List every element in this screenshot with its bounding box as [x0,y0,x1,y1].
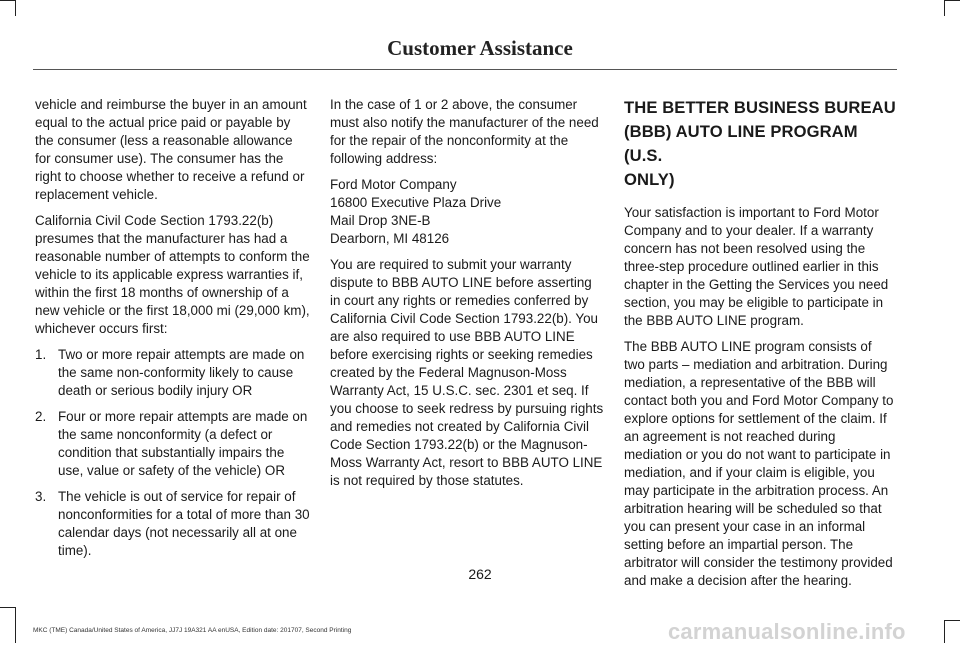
list-item-text: Four or more repair attempts are made on the same nonconformity (a defect or condition that substantially impairs the use, value or safety of the vehicle) OR [58,409,308,478]
crop-mark [15,0,16,16]
paragraph: California Civil Code Section 1793.22(b) presumes that the manufacturer has had a reasonable number of attempts to conform the vehicle to its applicable express warranties if, within the first 18 months of ownership of a new vehicle or the first 18,000 mi (29,000 km), whichever occurs first: [35,213,310,336]
paragraph: In the case of 1 or 2 above, the consumer must also notify the manufacturer of the need for the repair of the nonconformity at the following address: [330,97,599,166]
crop-mark [944,620,945,643]
paragraph: vehicle and reimburse the buyer in an amount equal to the actual price paid or payable by the consumer (less a reasonable allowance for consumer use). The consumer has the right to choose whether to receive a refund or replacement vehicle. [35,97,307,202]
numbered-list [35,346,310,560]
text-column-3 [624,96,896,598]
crop-mark [15,607,16,643]
list-item [35,346,310,400]
list-item-text: Two or more repair attempts are made on the same non-conformity likely to cause death or serious bodily injury OR [58,347,305,398]
header-divider [33,69,897,70]
footer-edition-info: MKC (TME) Canada/United States of America, JJ7J 19A321 AA enUSA, Edition date: 201707, Second Printing [33,627,352,634]
heading-line: ONLY) [624,170,675,189]
text-column-1 [35,96,310,568]
address-line: Dearborn, MI 48126 [330,231,450,246]
paragraph: You are required to submit your warranty dispute to BBB AUTO LINE before asserting in court any rights or remedies conferred by California Civil Code Section 1793.22(b). You are also required to use BBB AUTO LINE before exercising rights or seeking remedies created by the Federal Magnuson-Moss Warranty Act, 15 U.S.C. sec. 2301 et seq. If you choose to seek redress by pursuing rights and remedies not created by California Civil Code Section 1793.22(b) or the Magnuson-Moss Warranty Act, resort to BBB AUTO LINE is not required by those statutes. [330,257,604,488]
crop-mark [944,620,960,621]
crop-mark [0,0,16,1]
list-number: 1. [35,347,47,362]
text-column-2 [330,96,605,498]
address-line: Mail Drop 3NE-B [330,213,431,228]
crop-mark [944,0,945,16]
address-line: 16800 Executive Plaza Drive [330,195,502,210]
list-number: 2. [35,409,47,424]
address-line: Ford Motor Company [330,177,457,192]
heading-line: THE BETTER BUSINESS BUREAU [624,98,896,117]
page-number: 262 [468,566,492,582]
crop-mark [944,0,960,1]
mailing-address [330,176,605,248]
heading-line: (BBB) AUTO LINE PROGRAM (U.S. [624,122,858,165]
section-heading [624,96,896,192]
list-item [35,408,310,480]
paragraph: Your satisfaction is important to Ford Motor Company and to your dealer. If a warranty concern has not been resolved using the three-step procedure outlined earlier in this chapter in the Getting the Services you need section, you may be eligible to participate in the BBB AUTO LINE program. [624,205,889,328]
list-item-text: The vehicle is out of service for repair of nonconformities for a total of more than 30 calendar days (not necessarily all at one time). [58,489,310,558]
crop-mark [0,607,16,608]
watermark: carmanualsonline.info [668,619,906,644]
list-number: 3. [35,489,47,504]
list-item [35,488,310,560]
paragraph: The BBB AUTO LINE program consists of two parts – mediation and arbitration. During mediation, a representative of the BBB will contact both you and Ford Motor Company to explore options for settlement of the claim. If an agreement is not reached during mediation or you do not want to participate in mediation, and if your claim is eligible, you may participate in the arbitration process. An arbitration hearing will be scheduled so that you can present your case in an informal setting before an impartial person. The arbitrator will consider the testimony provided and make a decision after the hearing. [624,339,894,588]
page-header-title: Customer Assistance [387,36,573,60]
